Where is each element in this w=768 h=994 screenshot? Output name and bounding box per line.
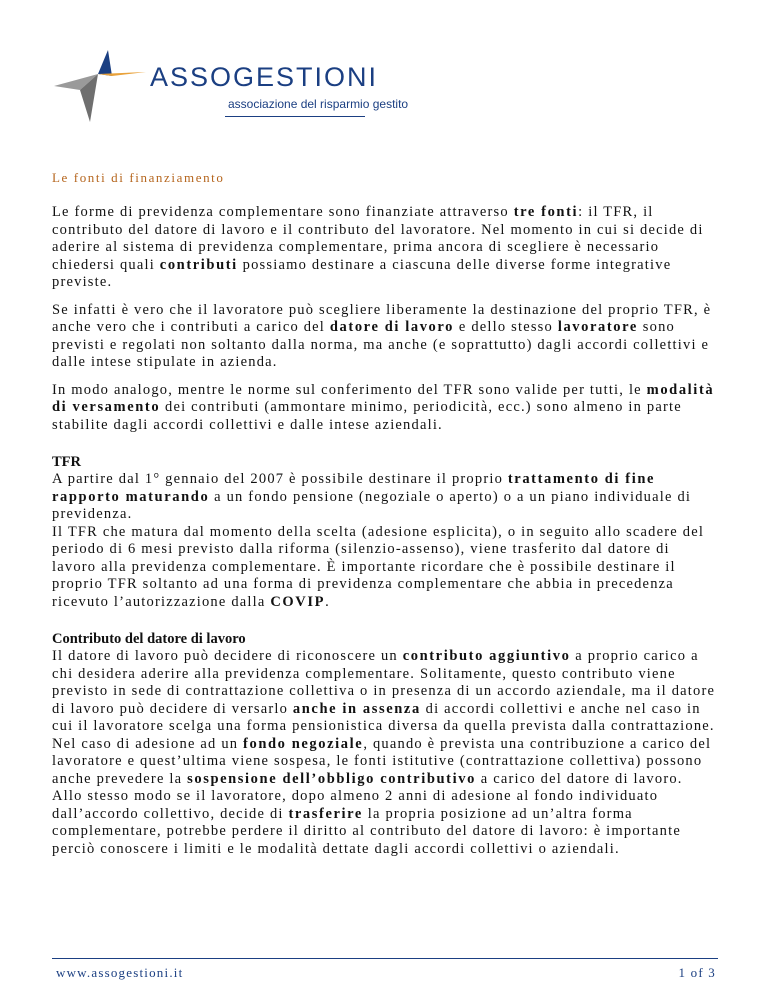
block-heading: Contributo del datore di lavoro bbox=[52, 631, 246, 647]
emphasis: COVIP bbox=[270, 593, 326, 610]
document-body bbox=[52, 170, 718, 858]
paragraph: Le forme di previdenza complementare sono finanziate attraverso tre fonti: il TFR, il contributo del datore di lavoro e il contributo del lavoratore. Nel momento in cui si decide di aderire al sistema di previdenza complementare, prima ancora di scegliere è necessario chiedersi quali contributi possiamo destinare a ciascuna delle diverse forme integrative previste. bbox=[52, 204, 704, 290]
intro-paragraphs bbox=[52, 204, 718, 434]
content-block bbox=[52, 631, 718, 858]
emphasis: anche in assenza bbox=[292, 700, 421, 717]
brand-name: ASSOGESTIONI bbox=[150, 62, 379, 92]
paragraph: Allo stesso modo se il lavoratore, dopo almeno 2 anni di adesione al fondo individuato dall’accordo collettivo, decide di trasferire la propria posizione ad un’altra forma complementare, potrebbe perdere il diritto al contributo del datore di lavoro: è importante perciò conoscere i limiti e le modalità dettate dagli accordi collettivi o aziendali. bbox=[52, 788, 681, 857]
paragraph: Il TFR che matura dal momento della scelta (adesione esplicita), o in seguito allo scadere del periodo di 6 mesi previsto dalla riforma (silenzio-assenso), viene trasferito dal datore di lavoro alla previdenza complementare. È importante ricordare che è possibile destinare il proprio TFR soltanto ad una forma di previdenza complementare che abbia in precedenza ricevuto l’autorizzazione dalla COVIP. bbox=[52, 523, 705, 610]
paragraph: Nel caso di adesione ad un fondo negoziale, quando è prevista una contribuzione a carico del lavoratore e quest’ultima viene sospesa, le fonti istitutive (contrattazione collettiva) possono anche prevedere la sospensione dell’obbligo contributivo a carico del datore di lavoro. bbox=[52, 735, 712, 787]
paragraph: A partire dal 1° gennaio del 2007 è possibile destinare il proprio trattamento di fine rapporto maturando a un fondo pensione (negoziale o aperto) o a un piano individuale di previdenza. bbox=[52, 471, 692, 522]
tagline-rule bbox=[225, 116, 365, 117]
emphasis: modalità di versamento bbox=[52, 381, 715, 415]
block-heading: TFR bbox=[52, 454, 81, 470]
logo-star-icon bbox=[50, 46, 150, 126]
paragraph: Il datore di lavoro può decidere di riconoscere un contributo aggiuntivo a proprio carico a chi desidera aderire alla previdenza complementare. Solitamente, questo contributo viene previsto in sede di contrattazione collettiva o in presenza di un accordo aziendale, ma il datore di lavoro può decidere di versarlo anche in assenza di accordi collettivi e anche nel caso in cui il lavoratore scelga una forma pensionistica diversa da quella prevista dalla contrattazione. bbox=[52, 648, 716, 734]
footer-rule bbox=[52, 958, 718, 959]
paragraph: In modo analogo, mentre le norme sul conferimento del TFR sono valide per tutti, le modalità di versamento dei contributi (ammontare minimo, periodicità, ecc.) sono almeno in parte stabilite dagli accordi collettivi e dalle intese aziendali. bbox=[52, 381, 715, 433]
footer-website: www.assogestioni.it bbox=[56, 965, 184, 980]
section-title: Le fonti di finanziamento bbox=[52, 170, 225, 185]
emphasis: contributi bbox=[159, 256, 238, 273]
content-block bbox=[52, 454, 718, 611]
emphasis: contributo aggiuntivo bbox=[402, 648, 571, 664]
content-blocks bbox=[52, 454, 718, 858]
emphasis: sospensione dell’obbligo contributivo bbox=[187, 770, 476, 787]
assogestioni-logo bbox=[50, 46, 409, 126]
emphasis: tre fonti bbox=[513, 204, 579, 220]
brand-tagline: associazione del risparmio gestito bbox=[228, 97, 409, 111]
emphasis: fondo negoziale bbox=[243, 735, 364, 752]
paragraph: Se infatti è vero che il lavoratore può scegliere liberamente la destinazione del proprio TFR, è anche vero che i contributi a carico del datore di lavoro e dello stesso lavoratore sono previsti e regolati non soltanto dalla norma, ma anche (e soprattutto) dagli accordi collettivi e dalle intese stipulate in azienda. bbox=[52, 301, 712, 370]
emphasis: trattamento di fine rapporto maturando bbox=[52, 471, 656, 505]
footer-page-number: 1 of 3 bbox=[678, 965, 716, 980]
emphasis: lavoratore bbox=[557, 319, 638, 335]
emphasis: datore di lavoro bbox=[329, 319, 455, 335]
emphasis: trasferire bbox=[288, 805, 363, 822]
